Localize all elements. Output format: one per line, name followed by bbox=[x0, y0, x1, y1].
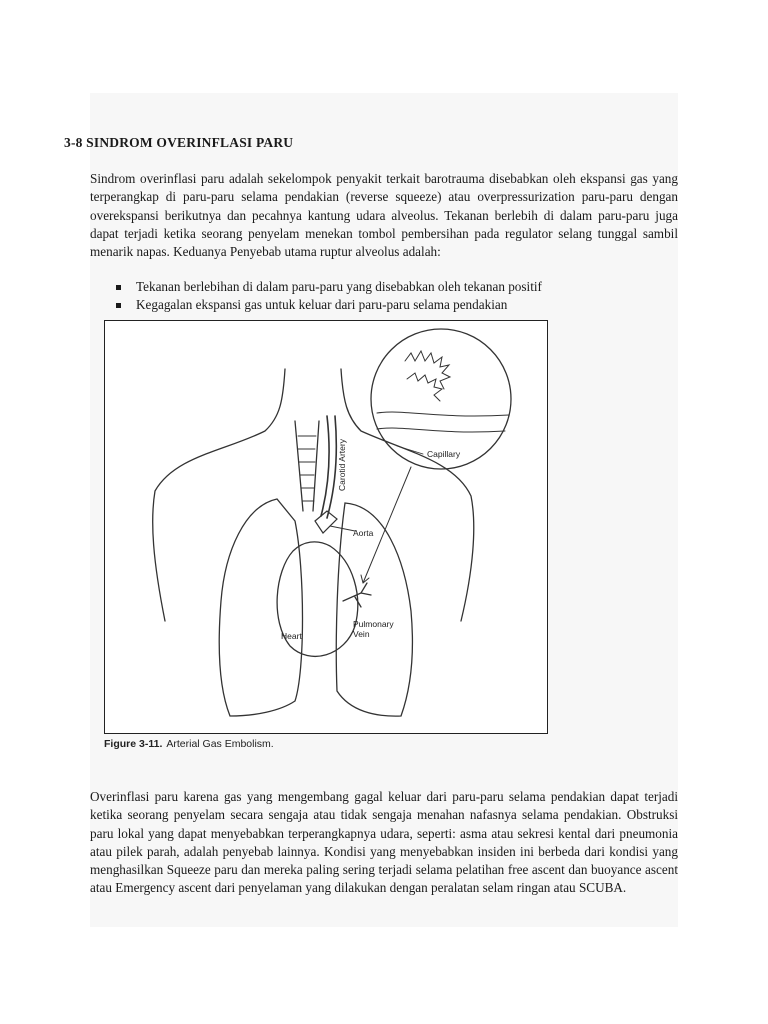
body-outline bbox=[153, 369, 285, 621]
label-pulmonary: Pulmonary bbox=[353, 619, 394, 629]
label-carotid-artery: Carotid Artery bbox=[337, 439, 347, 491]
list-item: Tekanan berlebihan di dalam paru-paru yang disebabkan oleh tekanan positif bbox=[116, 278, 542, 296]
section-heading: 3-8 SINDROM OVERINFLASI PARU bbox=[64, 135, 294, 150]
left-lung bbox=[219, 499, 302, 716]
list-item: Kegagalan ekspansi gas untuk keluar dari paru-paru selama pendakian bbox=[116, 296, 542, 314]
anatomy-drawing bbox=[105, 321, 547, 733]
body-outline-right bbox=[341, 369, 474, 621]
caption-text: Arterial Gas Embolism. bbox=[166, 738, 274, 750]
label-capillary: Capillary bbox=[427, 449, 461, 459]
label-vein: Vein bbox=[353, 629, 370, 639]
magnifier-circle bbox=[371, 329, 511, 469]
right-lung bbox=[336, 503, 412, 716]
cause-list bbox=[116, 278, 542, 315]
figure-illustration bbox=[104, 320, 548, 734]
intro-paragraph: Sindrom overinflasi paru adalah sekelompok penyakit terkait barotrauma disebabkan oleh ekspansi gas yang terperangkap di paru-paru selama pendakian (reverse squeeze) atau overpressurization paru-paru dengan overekspansi berikutnya dan pecahnya kantung udara alveolus. Tekanan berlebih di dalam paru-paru juga dapat terjadi ketika seorang penyelam menekan tombol pembersihan pada regulator selang tunggal sambil menarik napas. Keduanya Penyebab utama ruptur alveolus adalah: bbox=[90, 171, 678, 260]
figure-caption bbox=[104, 738, 274, 750]
second-paragraph: Overinflasi paru karena gas yang mengembang gagal keluar dari paru-paru selama pendakian dapat terjadi ketika seorang penyelam secara sengaja atau tidak sengaja menahan nafasnya selama pendakian. Obstruksi paru lokal yang dapat menyebabkan terperangkapnya udara, seperti: asma atau sekresi kental dari pneumonia atau pilek parah, adalah penyebab lainnya. Kondisi yang menyebabkan insiden ini berbeda dari kondisi yang menghasilkan Squeeze paru dan mereka paling sering terjadi selama pelatihan free ascent dan buoyance ascent atau Emergency ascent dari penyelaman yang dilakukan dengan peralatan selam ringan atau SCUBA. bbox=[90, 789, 678, 896]
caption-number: Figure 3-11. bbox=[104, 738, 163, 750]
label-aorta: Aorta bbox=[353, 528, 374, 538]
label-heart: Heart bbox=[281, 631, 302, 641]
